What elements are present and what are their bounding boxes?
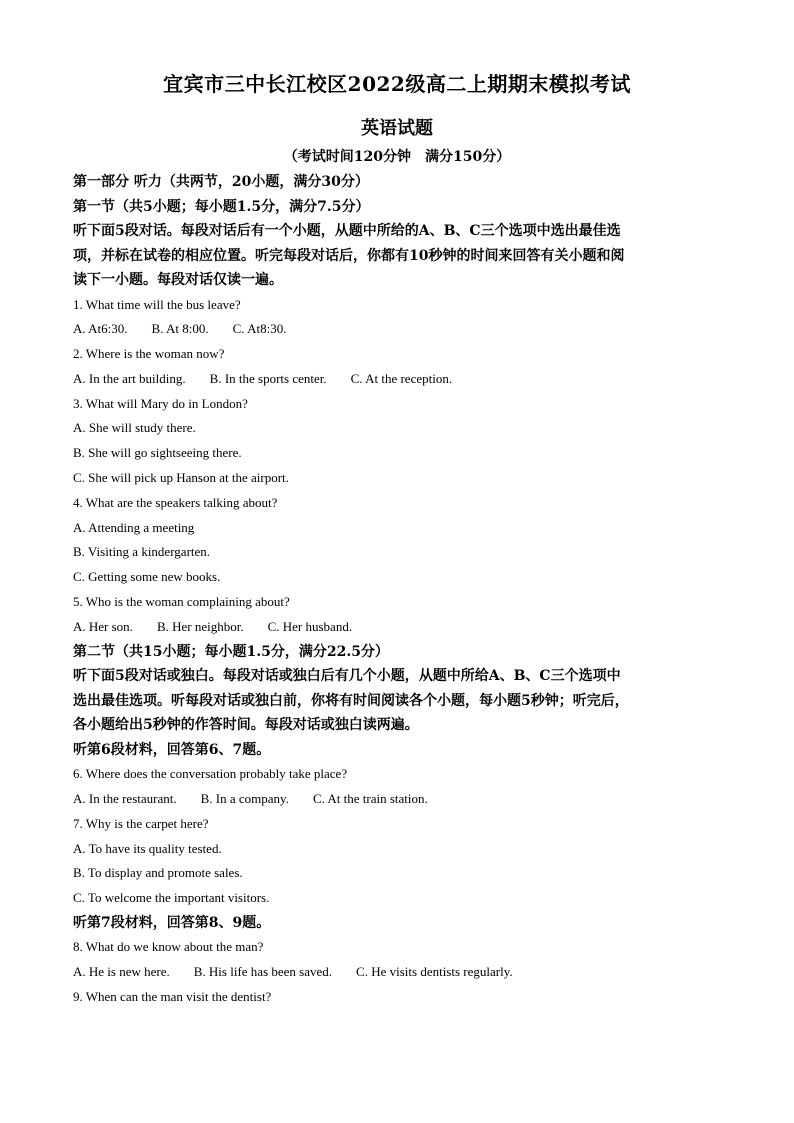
option-c: C. Getting some new books. — [73, 569, 221, 585]
section1-heading: 第一节（共5小题；每小题1.5分，满分7.5分） — [73, 198, 370, 215]
section2-instruction-line: 选出最佳选项。听每段对话或独白前，你将有时间阅读各个小题，每小题5秒钟；听完后， — [73, 692, 629, 709]
question-8-options — [73, 960, 723, 985]
group-heading-7: 听第7段材料，回答第8、9题。 — [73, 914, 271, 931]
exam-info: （考试时间120分钟 满分150分） — [283, 149, 511, 165]
option-b: B. Visiting a kindergarten. — [73, 544, 211, 560]
section2-instruction-line: 各小题给出5秒钟的作答时间。每段对话或独白读两遍。 — [73, 717, 419, 734]
option-c: C. Her husband. — [267, 618, 353, 634]
option-c: C. He visits dentists regularly. — [356, 964, 513, 980]
question-5-options — [73, 615, 723, 640]
option-a: A. In the restaurant. — [73, 790, 177, 806]
option-c: C. To welcome the important visitors. — [73, 890, 270, 906]
option-c: C. She will pick up Hanson at the airport. — [73, 470, 289, 486]
question-9: 9. When can the man visit the dentist? — [73, 989, 272, 1005]
section1-instruction-line: 读下一小题。每段对话仅读一遍。 — [73, 272, 283, 288]
option-a: A. At6:30. — [73, 321, 128, 337]
option-a: A. She will study there. — [73, 420, 196, 436]
question-7: 7. Why is the carpet here? — [73, 815, 209, 831]
section2-heading: 第二节（共15小题；每小题1.5分，满分22.5分） — [73, 643, 389, 660]
question-8: 8. What do we know about the man? — [73, 939, 264, 955]
part1-heading: 第一部分 听力（共两节，20小题，满分30分） — [73, 174, 369, 190]
section2-instruction-line: 听下面5段对话或独白。每段对话或独白后有几个小题，从题中所给A、B、C三个选项中 — [73, 668, 621, 685]
option-b: B. In the sports center. — [209, 370, 327, 386]
question-2: 2. Where is the woman now? — [73, 346, 225, 362]
question-4: 4. What are the speakers talking about? — [73, 494, 278, 510]
option-c: C. At the reception. — [350, 370, 453, 386]
section1-instruction-line: 项，并标在试卷的相应位置。听完每段对话后，你都有10秒钟的时间来回答有关小题和阅 — [73, 247, 625, 264]
option-a: A. Her son. — [73, 618, 133, 634]
option-c: C. At the train station. — [312, 790, 428, 806]
exam-body — [73, 170, 723, 1010]
exam-subtitle: 英语试题 — [361, 118, 433, 139]
option-b: B. Her neighbor. — [156, 618, 244, 634]
group-heading-6: 听第6段材料，回答第6、7题。 — [73, 741, 271, 758]
option-a: A. In the art building. — [73, 370, 186, 386]
question-1: 1. What time will the bus leave? — [73, 296, 241, 312]
option-c: C. At8:30. — [232, 321, 287, 337]
question-5: 5. Who is the woman complaining about? — [73, 594, 290, 610]
option-b: B. His life has been saved. — [193, 964, 333, 980]
question-6: 6. Where does the conversation probably take place? — [73, 766, 348, 782]
question-6-options — [73, 787, 723, 812]
option-a: A. To have its quality tested. — [73, 840, 222, 856]
option-a: A. He is new here. — [73, 964, 170, 980]
question-3: 3. What will Mary do in London? — [73, 395, 248, 411]
question-1-options — [73, 317, 723, 342]
option-b: B. To display and promote sales. — [73, 865, 243, 881]
option-a: A. Attending a meeting — [73, 519, 195, 535]
option-b: B. She will go sightseeing there. — [73, 445, 242, 461]
exam-title: 宜宾市三中长江校区2022级高二上期期末模拟考试 — [163, 72, 631, 96]
question-2-options — [73, 367, 723, 392]
section1-instruction-line: 听下面5段对话。每段对话后有一个小题，从题中所给的A、B、C三个选项中选出最佳选 — [73, 223, 621, 239]
option-b: B. At 8:00. — [151, 321, 209, 337]
option-b: B. In a company. — [200, 790, 289, 806]
